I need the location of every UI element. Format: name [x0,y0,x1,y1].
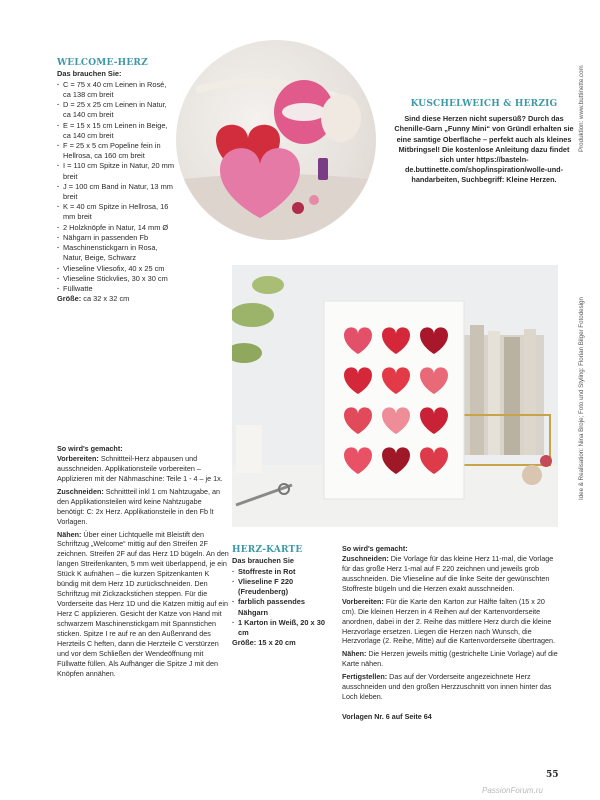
photo-credit: Idee & Realisation: Nina Broje; Foto und Styling: Florian Bilger Fotodesign [578,297,585,500]
step-paragraph [57,530,229,679]
steps-title: So wird's gemacht: [342,544,408,553]
step-paragraph [57,487,229,527]
size-value: ca 32 x 32 cm [83,294,130,304]
size-value: 15 x 20 cm [258,638,296,648]
welcome-list [57,80,175,295]
karte-subtitle: Das brauchen Sie [232,556,295,566]
list-item: · J = 100 cm Band in Natur, 13 mm breit [57,182,175,202]
list-item: · Stoffreste in Rot [232,567,336,577]
step-paragraph [342,672,560,702]
heart-card-photo [232,265,558,527]
crochet-hearts-illustration [176,40,376,240]
step-text: Schnittteil inkl 1 cm Nahtzugabe, an den Applikationsteilen wird keine Nahtzugabe benötigt: C: 2x Herz. Applikationsteile in den Fb lt Vorlagen. [57,486,220,526]
welcome-herz-materials [57,57,175,304]
step-text: Für die Karte den Karton zur Hälfte falten (15 x 20 cm). Die kleinen Herzen in 4 Reihen auf der Kartenvorderseite anordnen, dabei in der 2. Reihe das mittlere Herz durch die kleine Herzvorlage ersetzen. Liegen die Herzen nach Wunsch, die Herzvorlage (2. Reihe, Mitte) auf die Kartenvorderseite übertragen. [342,596,555,646]
step-label: Vorbereiten: [57,453,99,463]
list-item: · Füllwatte [57,284,175,294]
intro-title: KUSCHELWEICH & HERZIG [410,99,558,109]
welcome-title: WELCOME-HERZ [57,58,148,68]
step-text: Das auf der Vorderseite angezeichnete Herz ausschneiden und den großen Herzzuschnitt von innen hinter das Loch kleben. [342,672,552,702]
step-text: Die Vorlage für das kleine Herz 11-mal, die Vorlage für das große Herz 1-mal auf F 220 zeichnen und jeweils grob ausschneiden. Die Vlieseline auf die linke Seite der gewünschten Stoffreste bügeln und die Herzen exakt ausschneiden. [342,553,554,593]
step-label: Fertigstellen: [342,672,388,682]
list-item: · C = 75 x 40 cm Leinen in Rosé, ca 138 cm breit [57,80,175,100]
list-item: · Maschinenstickgarn in Rosa, Natur, Beige, Schwarz [57,243,175,263]
welcome-subtitle: Das brauchen Sie: [57,69,122,79]
karte-title: HERZ-KARTE [232,545,303,555]
steps-title: So wird's gemacht: [57,444,123,453]
list-item: · K = 40 cm Spitze in Hellrosa, 16 mm breit [57,202,175,222]
step-paragraph [57,454,229,484]
list-item: · E = 15 x 15 cm Leinen in Beige, ca 140 cm breit [57,121,175,141]
list-item: · Vlieseline Vliesofix, 40 x 25 cm [57,264,175,274]
karte-instructions [342,544,560,722]
intro-text: Sind diese Herzen nicht supersüß? Durch das Chenille-Garn „Funny Mini“ von Gründl erhalten sie eine samtige Oberfläche – perfekt auch als kleines Mitbringsel! Die kostenlose Anleitung dazu findet sich unter https://basteln-de.buttinette.com/shop/inspiration/wolle-und-handarbeiten, Suchbegriff: Kleine Herzen. [394,114,574,184]
templates-reference: Vorlagen Nr. 6 auf Seite 64 [342,712,432,722]
list-item: · Vlieseline Stickvlies, 30 x 30 cm [57,274,175,284]
list-item: · Nähgarn in passenden Fb [57,233,175,243]
size-label: Größe: [57,294,82,304]
size-label: Größe: [232,638,257,648]
list-item: · 1 Karton in Weiß, 20 x 30 cm [232,618,336,638]
step-paragraph [342,597,560,647]
karte-size [232,638,336,648]
list-item: · I = 110 cm Spitze in Natur, 20 mm breit [57,161,175,181]
heart-card-illustration [232,265,558,527]
herz-karte-materials [232,544,336,648]
list-item: · F = 25 x 5 cm Popeline fein in Hellrosa, ca 160 cm breit [57,141,175,161]
crochet-hearts-photo [176,40,376,240]
intro-block [392,98,576,185]
step-paragraph [342,554,560,594]
watermark: PassionForum.ru [482,786,543,795]
welcome-size [57,294,175,304]
step-text: Schnittteil-Herz abpausen und ausschneiden. Applikationsteile vorbereiten – Applizieren mit der Nähmaschine: Teile 1 - 4 – je 1x. [57,453,223,483]
list-item: · 2 Holzknöpfe in Natur, 14 mm Ø [57,223,175,233]
list-item: · farblich passendes Nähgarn [232,597,336,617]
list-item: · D = 25 x 25 cm Leinen in Natur, ca 140 cm breit [57,100,175,120]
step-text: Die Herzen jeweils mittig (gestrichelte Linie Vorlage) auf die Karte nähen. [342,649,558,669]
step-paragraph [342,649,560,669]
step-label: Vorbereiten: [342,596,384,606]
step-text: Über einer Lichtquelle mit Bleistift den Schriftzug „Welcome“ mittig auf den Streifen 2F zeichnen. Streifen 2F auf das Herz 1D bügeln. An den langen Streifenkanten, 5 mm weit überlappend, je ein Stück K aufnähen – die kurzen Spitzenkanten K bündig mit dem Herz 1D zurückschneiden. Den Schriftzug mit Zickzackstichen steppen. Für die Vorderseite das Herz 1D und die Katzen mittig auf ein Herz C applizieren. Gesicht der Katze von Hand mit schwarzem Maschinenstickgarn mit Spannstichen sticken. Spitze I re auf re an den Außenrand des Herzteils C heften, dann die Herzteile C verstürzen und vor dem Schließen der Wendeöffnung mit Füllwatte füllen. Als Aufhänger die Spitze J mit den Knöpfen annähen. [57,529,229,678]
welcome-instructions [57,444,229,679]
page-number: 55 [546,770,559,780]
karte-list [232,567,336,639]
step-label: Zuschneiden: [57,486,104,496]
step-label: Nähen: [57,529,82,539]
list-item: · Vlieseline F 220 (Freudenberg) [232,577,336,597]
production-credit: Produktion: www.buttinette.com [578,65,585,152]
step-label: Zuschneiden: [342,553,389,563]
step-label: Nähen: [342,649,367,659]
